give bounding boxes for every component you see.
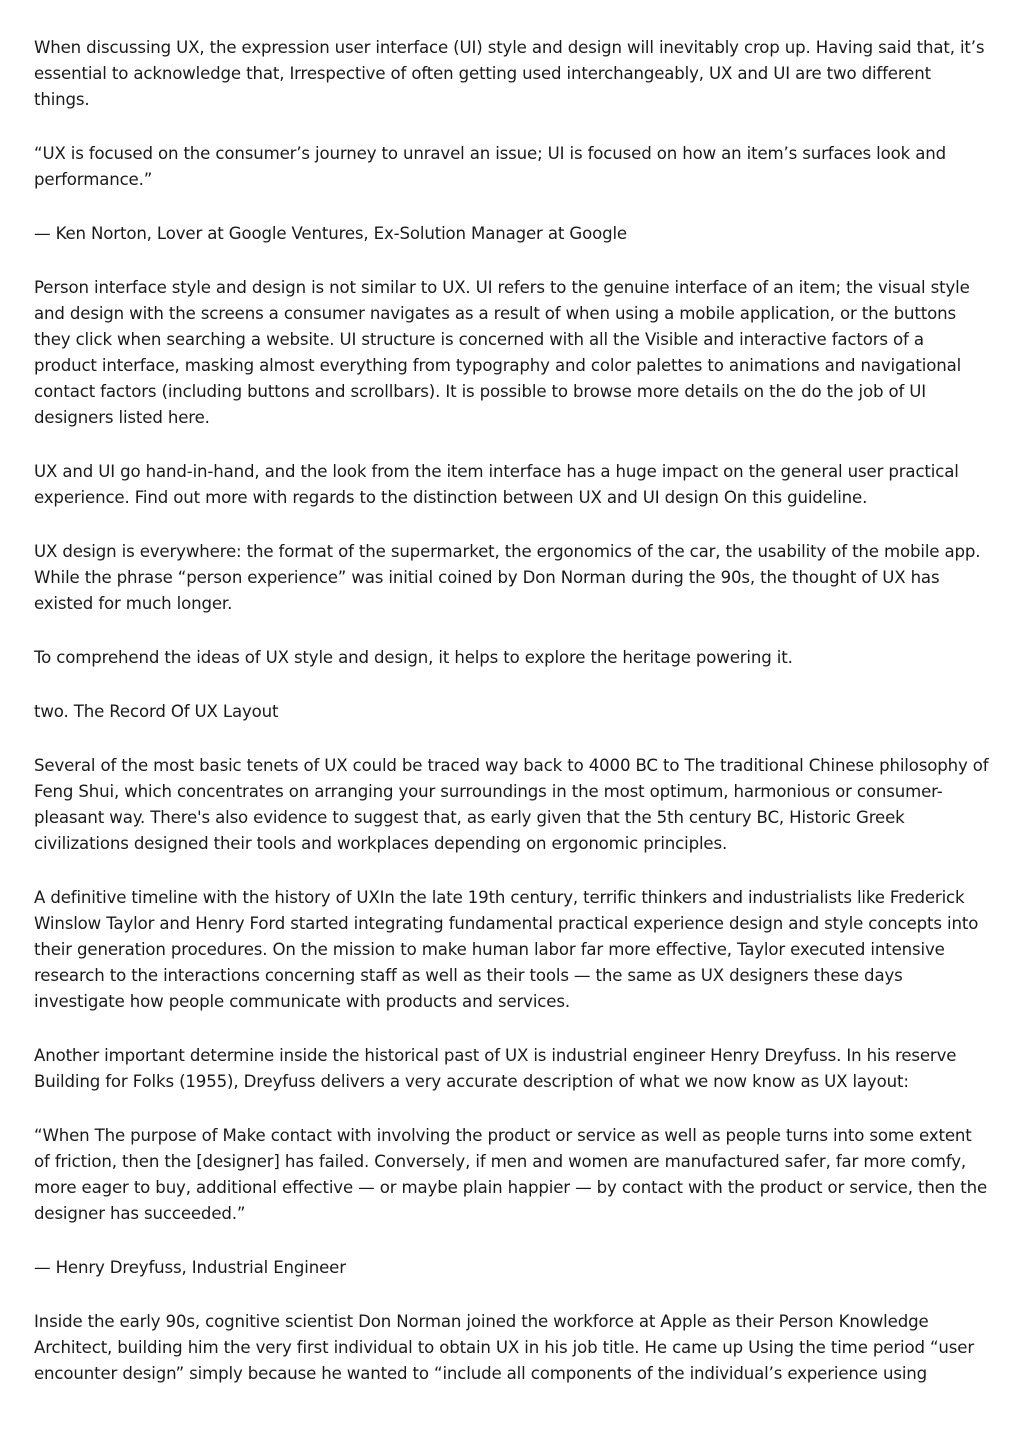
paragraph-don-norman: Inside the early 90s, cognitive scientist Don Norman joined the workforce at Apple as their Person Knowledge Architect, building him the very first individual to obtain UX in his job title. He came up Using the time period “user encounter design” simply because he wanted to “include all components of the individual’s experience using xyxy=(34,1312,975,1383)
section-heading-history: two. The Record Of UX Layout xyxy=(34,702,279,721)
quote-ken-norton: “UX is focused on the consumer’s journey to unravel an issue; UI is focused on how an item’s surfaces look and performance.” xyxy=(34,144,946,189)
document-body xyxy=(34,35,990,1415)
paragraph-feng-shui: Several of the most basic tenets of UX could be traced way back to 4000 BC to The traditional Chinese philosophy of Feng Shui, which concentrates on arranging your surroundings in the most optimum, harmonious or consumer-pleasant way. There's also evidence to suggest that, as early given that the 5th century BC, Historic Greek civilizations designed their tools and workplaces depending on ergonomic principles. xyxy=(34,756,989,853)
quote-attribution-dreyfuss: — Henry Dreyfuss, Industrial Engineer xyxy=(34,1258,346,1277)
paragraph-ux-everywhere: UX design is everywhere: the format of the supermarket, the ergonomics of the car, the usability of the mobile app. While the phrase “person experience” was initial coined by Don Norman during the 90s, the thought of UX has existed for much longer. xyxy=(34,542,981,613)
paragraph-intro: When discussing UX, the expression user interface (UI) style and design will inevitably crop up. Having said that, it’s essential to acknowledge that, Irrespective of often getting used interchangeably, UX and UI are two different things. xyxy=(34,38,985,109)
quote-dreyfuss: “When The purpose of Make contact with involving the product or service as well as people turns into some extent of friction, then the [designer] has failed. Conversely, if men and women are manufactured safer, far more comfy, more eager to buy, additional effective — or maybe plain happier — by contact with the product or service, then the designer has succeeded.” xyxy=(34,1126,988,1223)
quote-attribution-ken-norton: — Ken Norton, Lover at Google Ventures, Ex-Solution Manager at Google xyxy=(34,224,627,243)
paragraph-ui-definition: Person interface style and design is not similar to UX. UI refers to the genuine interface of an item; the visual style and design with the screens a consumer navigates as a result of when using a mobile application, or the buttons they click when searching a website. UI structure is concerned with all the Visible and interactive factors of a product interface, masking almost everything from typography and color palettes to animations and navigational contact factors (including buttons and scrollbars). It is possible to browse more details on the do the job of UI designers listed here. xyxy=(34,278,970,427)
paragraph-ux-ui-hand-in-hand: UX and UI go hand-in-hand, and the look from the item interface has a huge impact on the general user practical experience. Find out more with regards to the distinction between UX and UI design On this guideline. xyxy=(34,462,959,507)
paragraph-timeline: A definitive timeline with the history of UXIn the late 19th century, terrific thinkers and industrialists like Frederick Winslow Taylor and Henry Ford started integrating fundamental practical experience design and style concepts into their generation procedures. On the mission to make human labor far more effective, Taylor executed intensive research to the interactions concerning staff as well as their tools — the same as UX designers these days investigate how people communicate with products and services. xyxy=(34,888,979,1011)
paragraph-dreyfuss: Another important determine inside the historical past of UX is industrial engineer Henry Dreyfuss. In his reserve Building for Folks (1955), Dreyfuss delivers a very accurate description of what we now know as UX layout: xyxy=(34,1046,957,1091)
paragraph-heritage: To comprehend the ideas of UX style and design, it helps to explore the heritage powering it. xyxy=(34,648,793,667)
